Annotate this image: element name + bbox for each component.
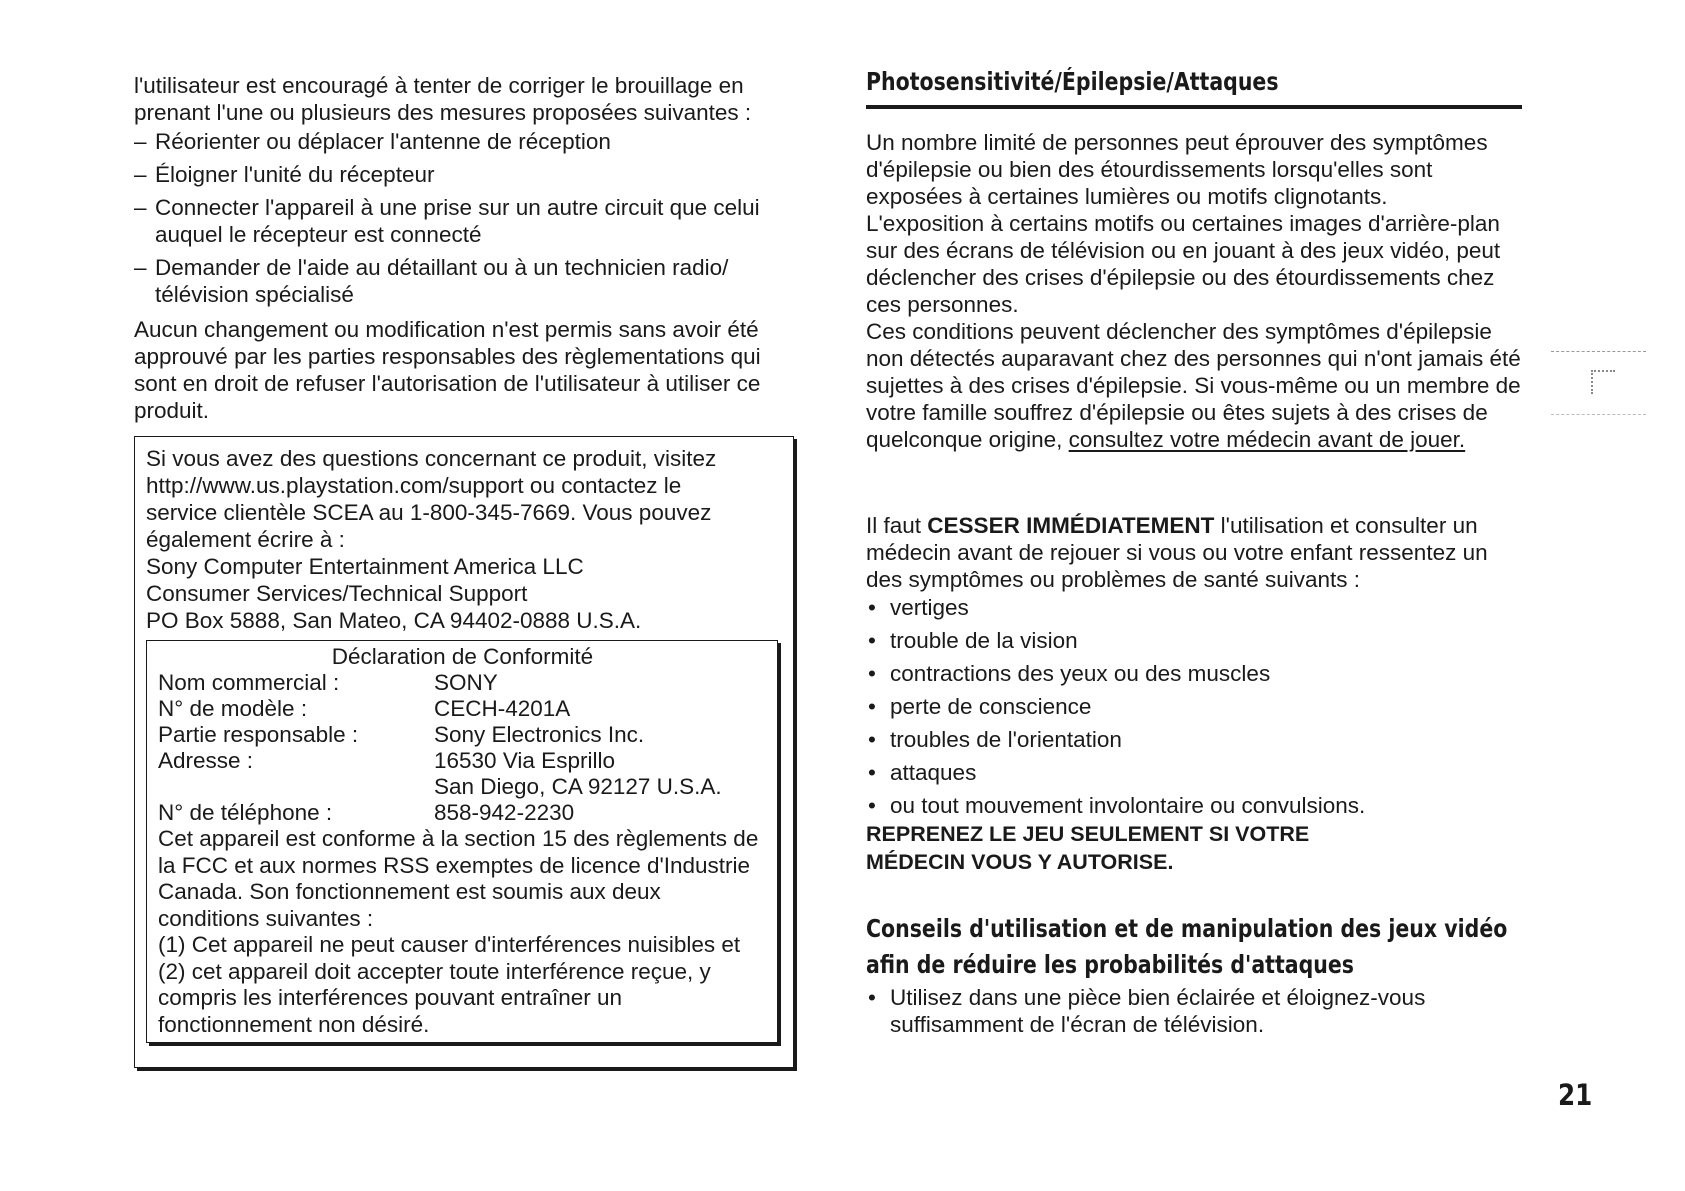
margin-mark-decoration (1551, 351, 1646, 415)
list-item: – Réorienter ou déplacer l'antenne de réception (134, 128, 796, 155)
declaration-key: N° de téléphone : (158, 800, 333, 825)
declaration-row (158, 696, 767, 722)
tips-list (866, 984, 1506, 1044)
compliance-text: Cet appareil est conforme à la section 15 des règlements de la FCC et aux normes RSS exemptes de licence d'Industrie Canada. Son fonctionnement est soumis aux deux conditions suivantes : (158, 826, 759, 931)
declaration-value: CECH-4201A (434, 696, 571, 721)
contact-address: PO Box 5888, San Mateo, CA 94402-0888 U.S.A. (146, 608, 642, 633)
declaration-key: Partie responsable : (158, 722, 359, 747)
interference-measures-list (134, 128, 796, 314)
section-title-tips-line1: Conseils d'utilisation et de manipulation des jeux vidéo (866, 914, 1508, 943)
list-item: • troubles de l'orientation (866, 726, 1521, 753)
modification-warning: Aucun changement ou modification n'est permis sans avoir été approuvé par les parties responsables des règlementations qui sont en droit de refuser l'autorisation de l'utilisateur à utiliser ce produit. (134, 317, 761, 423)
list-item: • contractions des yeux ou des muscles (866, 660, 1521, 687)
resume-warning: REPRENEZ LE JEU SEULEMENT SI VOTRE MÉDECIN VOUS Y AUTORISE. (866, 822, 1310, 874)
list-item: • trouble de la vision (866, 627, 1521, 654)
declaration-key (158, 774, 434, 800)
declaration-value: 16530 Via Esprillo (434, 748, 615, 773)
section-divider (866, 105, 1522, 109)
declaration-key: N° de modèle : (158, 696, 308, 721)
compliance-condition-1: (1) Cet appareil ne peut causer d'interférences nuisibles et (158, 932, 741, 957)
page-number: 21 (1558, 1078, 1593, 1112)
declaration-box (146, 640, 778, 1043)
paragraph: Un nombre limité de personnes peut éprouver des symptômes d'épilepsie ou bien des étourdissements lorsqu'elles sont exposées à certaines lumières ou motifs clignotants. (866, 130, 1488, 209)
paragraph (866, 318, 1521, 453)
list-item: • Utilisez dans une pièce bien éclairée et éloignez-vous suffisamment de l'écran de télévision. (866, 984, 1506, 1038)
declaration-row (158, 722, 767, 748)
contact-department: Consumer Services/Technical Support (146, 581, 528, 606)
declaration-value: San Diego, CA 92127 U.S.A. (434, 774, 722, 799)
photosensitivity-text (866, 129, 1521, 453)
declaration-key: Nom commercial : (158, 670, 340, 695)
list-item: • attaques (866, 759, 1521, 786)
section-title-photosensitivity: Photosensitivité/Épilepsie/Attaques (866, 67, 1279, 96)
list-item: • ou tout mouvement involontaire ou convulsions. (866, 792, 1521, 819)
paragraph-text: Ces conditions peuvent déclencher des symptômes d'épilepsie non détectés auparavant chez des personnes qui n'ont jamais été sujettes à des crises d'épilepsie. Si vous-même ou un membre de votre famille souffrez d'épilepsie ou êtes sujets à des crises de quelconque origine, (866, 319, 1521, 452)
declaration-row (158, 774, 767, 800)
stop-rest: l'utilisation et consulter un médecin avant de rejouer si vous ou votre enfant ressentez un des symptômes ou problèmes de santé suivants : (866, 513, 1488, 592)
declaration-value: SONY (434, 670, 498, 695)
section-title-tips-line2: afin de réduire les probabilités d'attaques (866, 950, 1354, 979)
contact-phone-line: service clientèle SCEA au 1-800-345-7669. Vous pouvez (146, 500, 712, 525)
contact-box (134, 436, 794, 1068)
list-item: – Demander de l'aide au détaillant ou à un technicien radio/ télévision spécialisé (134, 254, 796, 308)
declaration-value: 858-942-2230 (434, 800, 575, 825)
interference-intro: l'utilisateur est encouragé à tenter de corriger le brouillage en prenant l'une ou plusieurs des mesures proposées suivantes : (134, 73, 752, 125)
stop-prefix: Il faut (866, 513, 928, 538)
stop-warning (866, 512, 1521, 593)
declaration-row (158, 800, 767, 826)
declaration-row (158, 670, 767, 696)
declaration-key: Adresse : (158, 748, 254, 773)
declaration-title: Déclaration de Conformité (331, 644, 594, 669)
contact-line: également écrire à : (146, 527, 345, 552)
declaration-row (158, 748, 767, 774)
list-item: – Éloigner l'unité du récepteur (134, 161, 796, 188)
list-item: • vertiges (866, 594, 1521, 621)
list-item: • perte de conscience (866, 693, 1521, 720)
paragraph: L'exposition à certains motifs ou certaines images d'arrière-plan sur des écrans de télévision ou en jouant à des jeux vidéo, peut déclencher des crises d'épilepsie ou des étourdissements chez ces personnes. (866, 211, 1501, 317)
contact-line: Si vous avez des questions concernant ce produit, visitez (146, 446, 717, 471)
consult-doctor-underlined: consultez votre médecin avant de jouer. (1068, 427, 1466, 452)
declaration-value: Sony Electronics Inc. (434, 722, 645, 747)
contact-company: Sony Computer Entertainment America LLC (146, 554, 584, 579)
compliance-condition-2: (2) cet appareil doit accepter toute interférence reçue, y compris les interférences pouvant entraîner un fonctionnement non désiré. (158, 958, 711, 1037)
symptoms-list (866, 594, 1521, 825)
contact-url-line: http://www.us.playstation.com/support ou contactez le (146, 473, 682, 498)
stop-emphasis: CESSER IMMÉDIATEMENT (927, 513, 1215, 538)
list-item: – Connecter l'appareil à une prise sur un autre circuit que celui auquel le récepteur est connecté (134, 194, 796, 248)
